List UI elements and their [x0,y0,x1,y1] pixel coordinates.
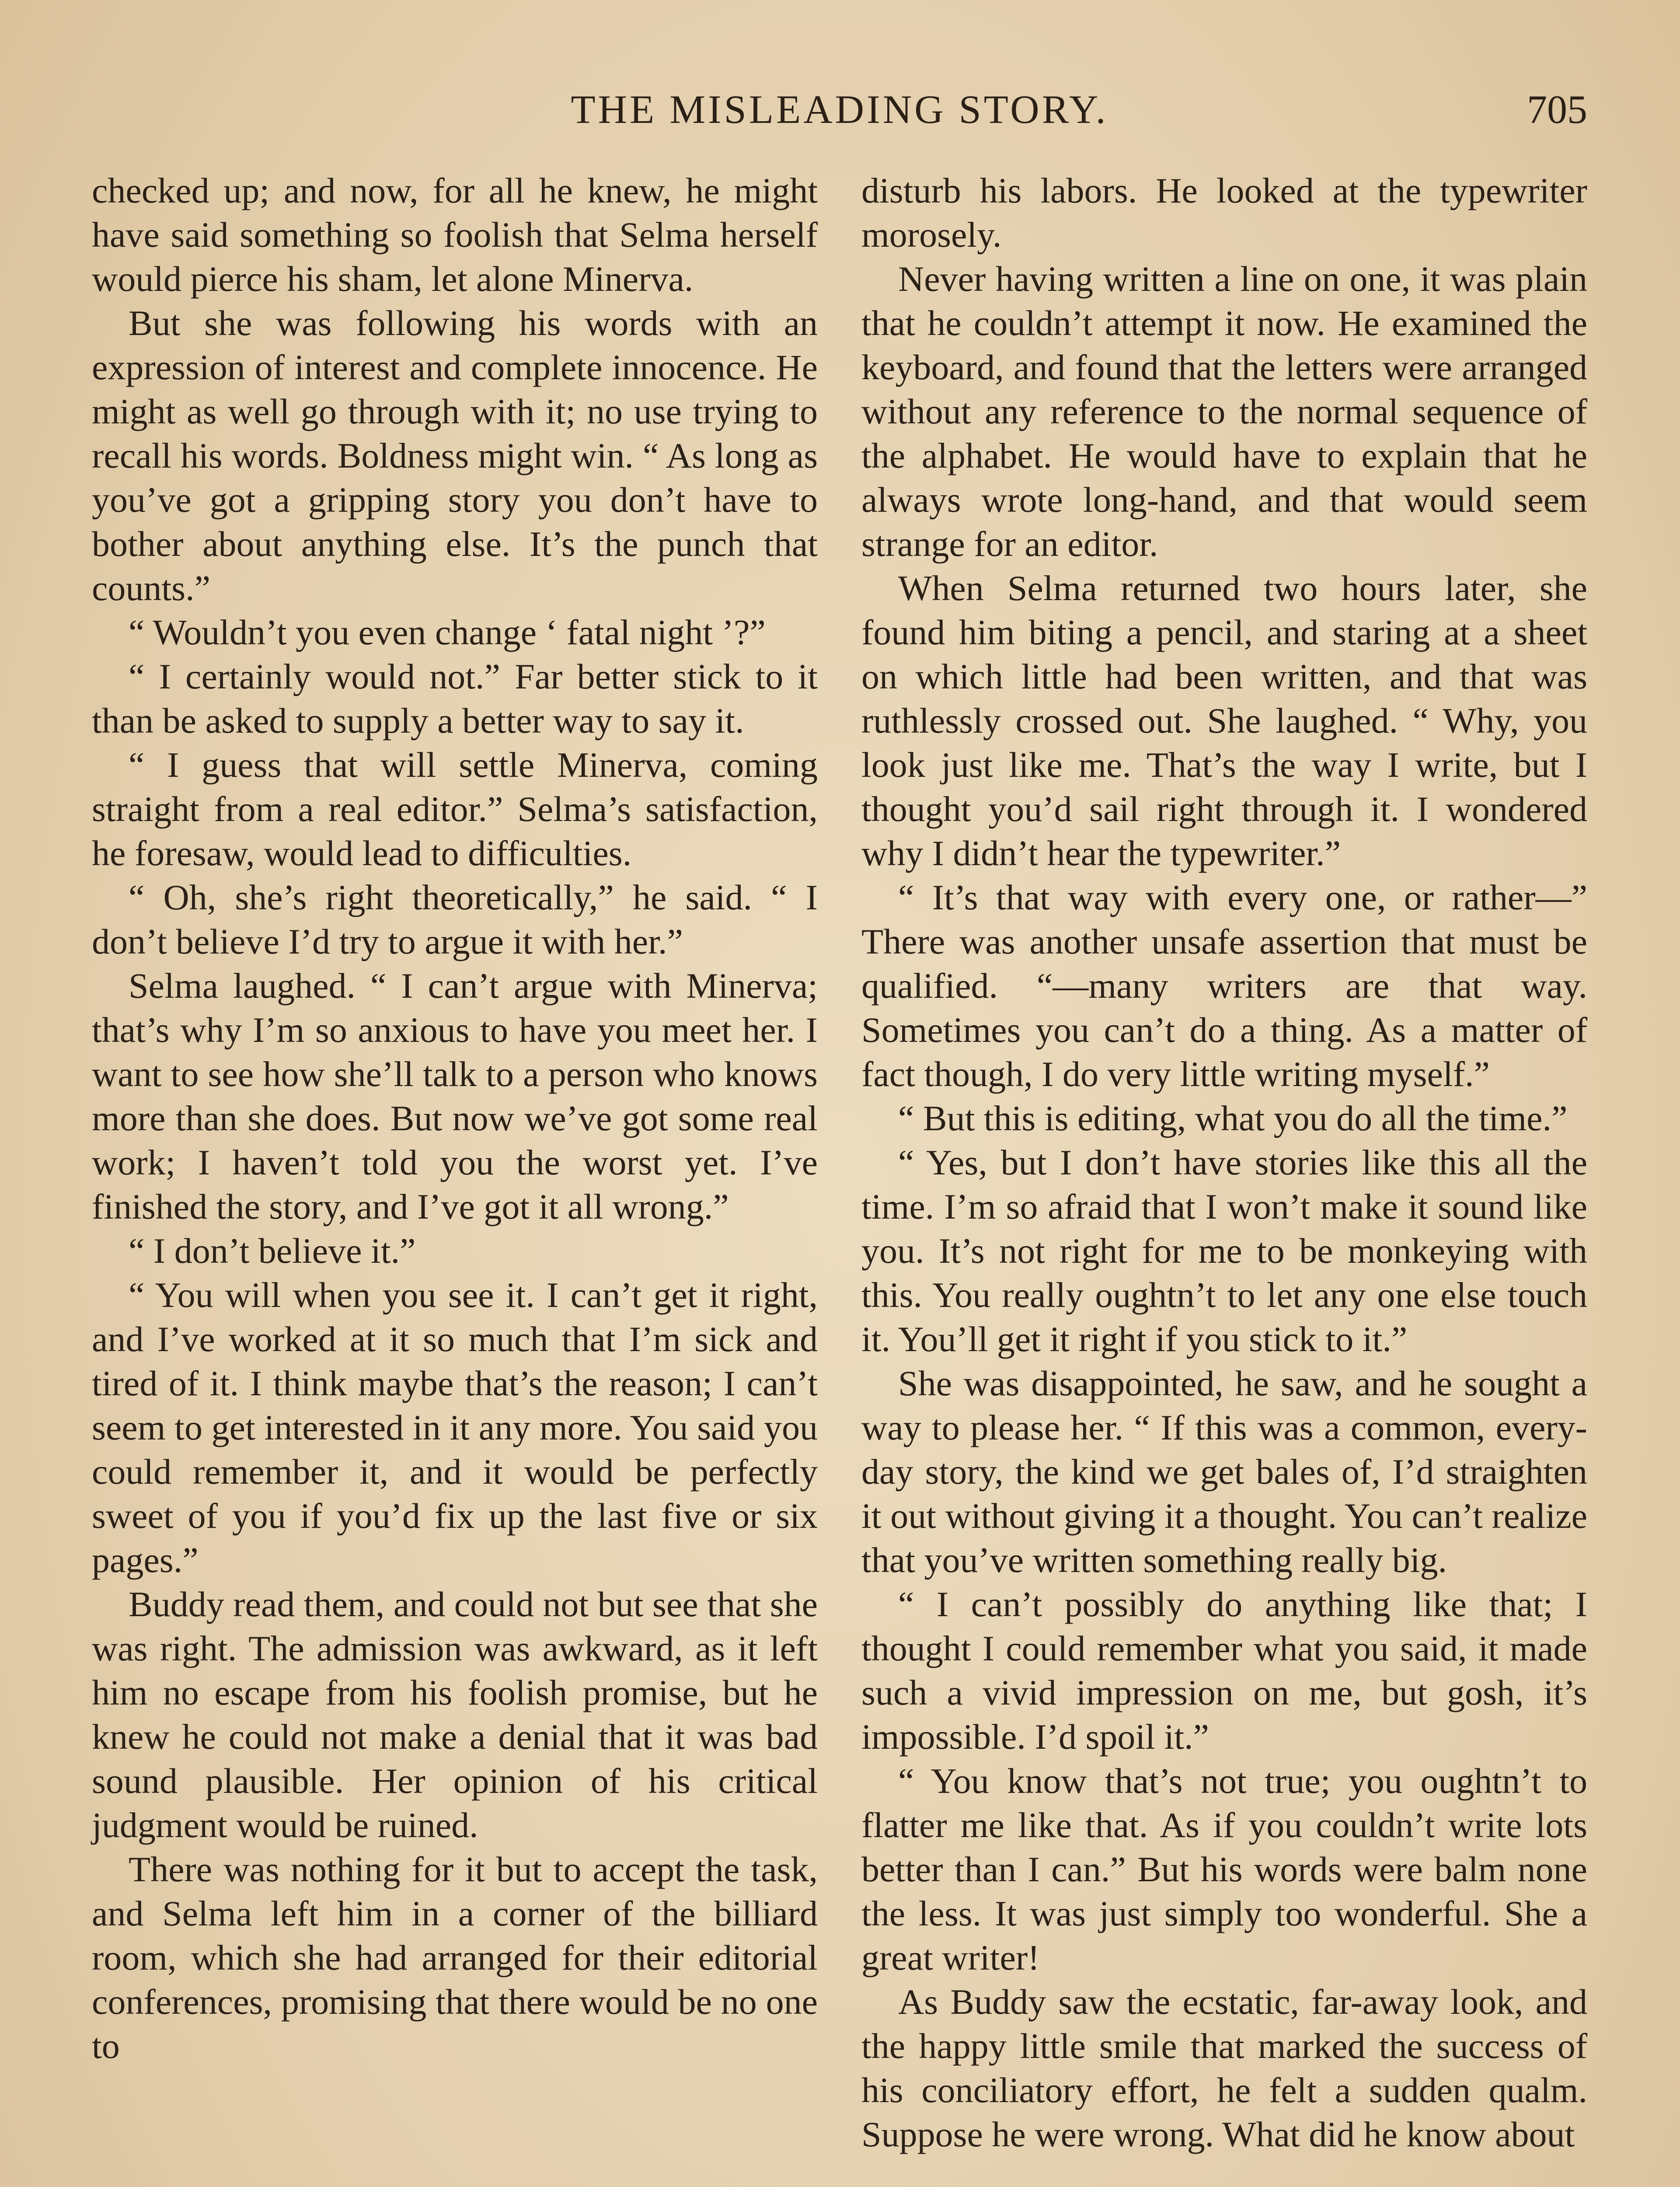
paragraph: checked up; and now, for all he knew, he might have said something so foolish that Selma herself would pierce his sham, let alone Minerva. [92,171,818,299]
page-header [92,83,1587,136]
paragraph: “ I guess that will settle Minerva, coming straight from a real editor.” Selma’s satisfaction, he foresaw, would lead to difficulties. [92,745,818,873]
paragraph: “ Wouldn’t you even change ‘ fatal night ’?” [129,612,766,652]
paragraph: “ Yes, but I don’t have stories like this all the time. I’m so afraid that I won’t make it sound like you. It’s not right for me to be monkeying with this. You really oughtn’t to let any one else touch it. You’ll get it right if you stick to it.” [861,1142,1587,1359]
running-title: THE MISLEADING STORY. [571,87,1108,132]
paragraph: When Selma returned two hours later, she found him biting a pencil, and staring at a sheet on which little had been written, and that was ruthlessly crossed out. She laughed. “ Why, you look just like me. That’s the way I write, but I thought you’d sail right through it. I wondered why I didn’t hear the typewriter.” [861,568,1587,873]
paragraph: As Buddy saw the ecstatic, far-away look, and the happy little smile that marked the success of his conciliatory effort, he felt a sudden qualm. Suppose he were wrong. What did he know about [861,1982,1587,2154]
paragraph: Never having written a line on one, it was plain that he couldn’t attempt it now. He examined the keyboard, and found that the letters were arranged without any reference to the normal sequence of the alphabet. He would have to explain that he always wrote long-hand, and that would seem strange for an editor. [861,259,1587,564]
paragraph: “ You know that’s not true; you oughtn’t to flatter me like that. As if you couldn’t write lots better than I can.” But his words were balm none the less. It was just simply too wonderful. She a great writer! [861,1761,1587,1977]
paragraph: Selma laughed. “ I can’t argue with Minerva; that’s why I’m so anxious to have you meet her. I want to see how she’ll talk to a person who knows more than she does. But now we’ve got some real work; I haven’t told you the worst yet. I’ve finished the story, and I’ve got it all wrong.” [92,966,818,1226]
page-number: 705 [1527,87,1587,132]
paragraph: “ I certainly would not.” Far better stick to it than be asked to supply a better way to say it. [92,657,818,741]
paragraph: She was disappointed, he saw, and he sought a way to please her. “ If this was a common, every-day story, the kind we get bales of, I’d straighten it out without giving it a thought. You can’t realize that you’ve written something really big. [861,1363,1587,1580]
paragraph: “ Oh, she’s right theoretically,” he said. “ I don’t believe I’d try to argue it with her.” [92,877,818,961]
paragraph: “ But this is editing, what you do all the time.” [898,1098,1568,1138]
paragraph: Buddy read them, and could not but see that she was right. The admission was awkward, as it left him no escape from his foolish promise, but he knew he could not make a denial that it was bad sound plausible. Her opinion of his critical judgment would be ruined. [92,1584,818,1845]
paragraph: disturb his labors. He looked at the typewriter morosely. [861,171,1587,255]
paragraph: “ I can’t possibly do anything like that; I thought I could remember what you said, it made such a vivid impression on me, but gosh, it’s impossible. I’d spoil it.” [861,1584,1587,1757]
left-column [92,168,818,2068]
paragraph: There was nothing for it but to accept the task, and Selma left him in a corner of the billiard room, which she had arranged for their editorial conferences, promising that there would be no one to [92,1849,818,2066]
right-column [861,168,1587,2156]
paragraph: But she was following his words with an expression of interest and complete innocence. He might as well go through with it; no use trying to recall his words. Boldness might win. “ As long as you’ve got a gripping story you don’t have to bother about anything else. It’s the punch that counts.” [92,303,818,608]
paragraph: “ I don’t believe it.” [129,1231,416,1271]
paragraph: “ It’s that way with every one, or rather—” There was another unsafe assertion that must be qualified. “—many writers are that way. Sometimes you can’t do a thing. As a matter of fact though, I do very little writing myself.” [861,877,1587,1094]
paragraph: “ You will when you see it. I can’t get it right, and I’ve worked at it so much that I’m sick and tired of it. I think maybe that’s the reason; I can’t seem to get interested in it any more. You said you could remember it, and it would be perfectly sweet of you if you’d fix up the last five or six pages.” [92,1275,818,1580]
